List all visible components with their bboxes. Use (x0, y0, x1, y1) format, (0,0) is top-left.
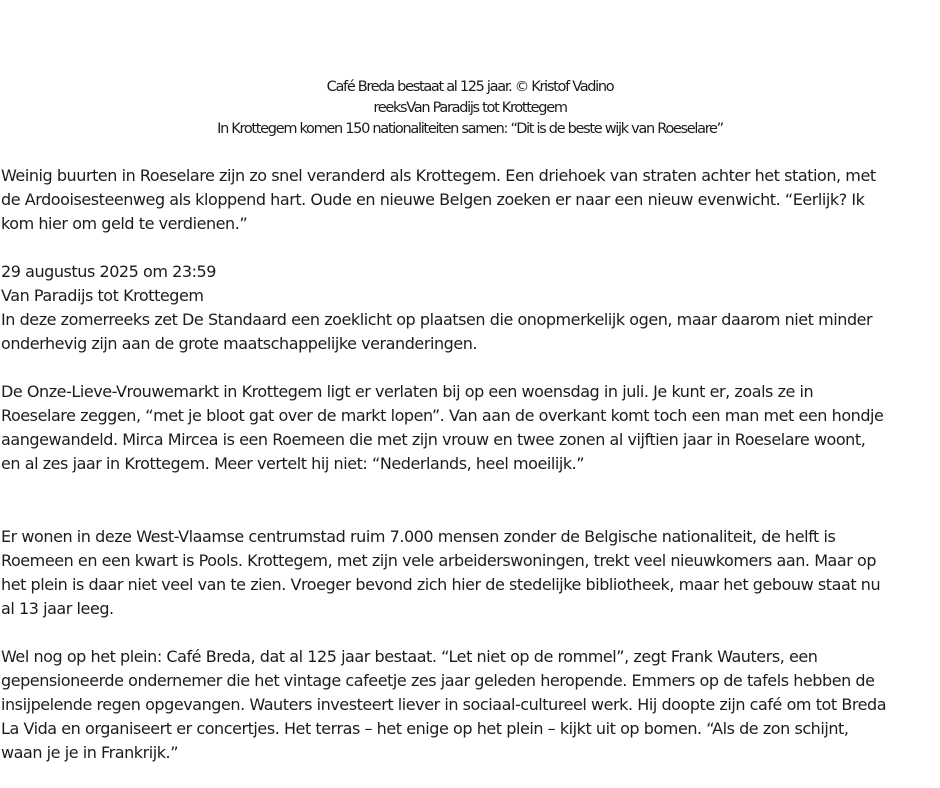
paragraph-line: aangewandeld. Mirca Mircea is een Roemeen die met zijn vrouw en twee zonen al vijftien jaar in Roeselare woont, (1, 430, 866, 449)
paragraph-line: Roemeen en een kwart is Pools. Krottegem, met zijn vele arbeiderswoningen, trekt veel nieuwkomers aan. Maar op (1, 551, 877, 570)
photo-caption (0, 77, 940, 140)
paragraph-line: insijpelende regen opgevangen. Wauters investeert liever in sociaal-cultureel werk. Hij doopte zijn café om tot Breda (1, 695, 887, 714)
series-description-line: onderhevig zijn aan de grote maatschappelijke veranderingen. (1, 334, 478, 353)
photo-credit: Café Breda bestaat al 125 jaar. © Kristof Vadino (326, 79, 614, 95)
article-meta (1, 260, 937, 356)
article-headline: In Krottegem komen 150 nationaliteiten samen: “Dit is de beste wijk van Roeselare” (217, 121, 723, 137)
paragraph-line: waan je je in Frankrijk.” (1, 743, 179, 762)
intro-line: de Ardooisesteenweg als kloppend hart. Oude en nieuwe Belgen zoeken er naar een nieuw evenwicht. “Eerlijk? Ik (1, 190, 865, 209)
paragraph-line: Wel nog op het plein: Café Breda, dat al 125 jaar bestaat. “Let niet op de rommel”, zegt Frank Wauters, een (1, 647, 818, 666)
intro-line: kom hier om geld te verdienen.” (1, 214, 248, 233)
paragraph-line: gepensioneerde ondernemer die het vintage cafeetje zes jaar geleden heropende. Emmers op de tafels hebben de (1, 671, 875, 690)
paragraph-line: en al zes jaar in Krottegem. Meer vertelt hij niet: “Nederlands, heel moeilijk.” (1, 454, 585, 473)
paragraph-line: Roeselare zeggen, “met je bloot gat over de markt lopen”. Van aan de overkant komt toch een man met een hondje (1, 406, 884, 425)
paragraph-line: La Vida en organiseert er concertjes. Het terras – het enige op het plein – kijkt uit op bomen. “Als de zon schijnt, (1, 719, 849, 738)
body-paragraph (1, 525, 937, 621)
publish-date: 29 augustus 2025 om 23:59 (1, 262, 216, 281)
series-label: reeksVan Paradijs tot Krottegem (373, 100, 567, 116)
series-name: Van Paradijs tot Krottegem (1, 286, 204, 305)
intro-paragraph (1, 164, 937, 236)
body-paragraph (1, 380, 937, 476)
paragraph-line: al 13 jaar leeg. (1, 599, 114, 618)
paragraph-line: het plein is daar niet veel van te zien. Vroeger bevond zich hier de stedelijke bibliotheek, maar het gebouw staat nu (1, 575, 881, 594)
paragraph-line: De Onze-Lieve-Vrouwemarkt in Krottegem ligt er verlaten bij op een woensdag in juli. Je kunt er, zoals ze in (1, 382, 814, 401)
body-paragraph (1, 645, 937, 765)
paragraph-line: Er wonen in deze West-Vlaamse centrumstad ruim 7.000 mensen zonder de Belgische nationaliteit, de helft is (1, 527, 836, 546)
intro-line: Weinig buurten in Roeselare zijn zo snel veranderd als Krottegem. Een driehoek van straten achter het station, met (1, 166, 876, 185)
series-description-line: In deze zomerreeks zet De Standaard een zoeklicht op plaatsen die onopmerkelijk ogen, maar daarom niet minder (1, 310, 873, 329)
